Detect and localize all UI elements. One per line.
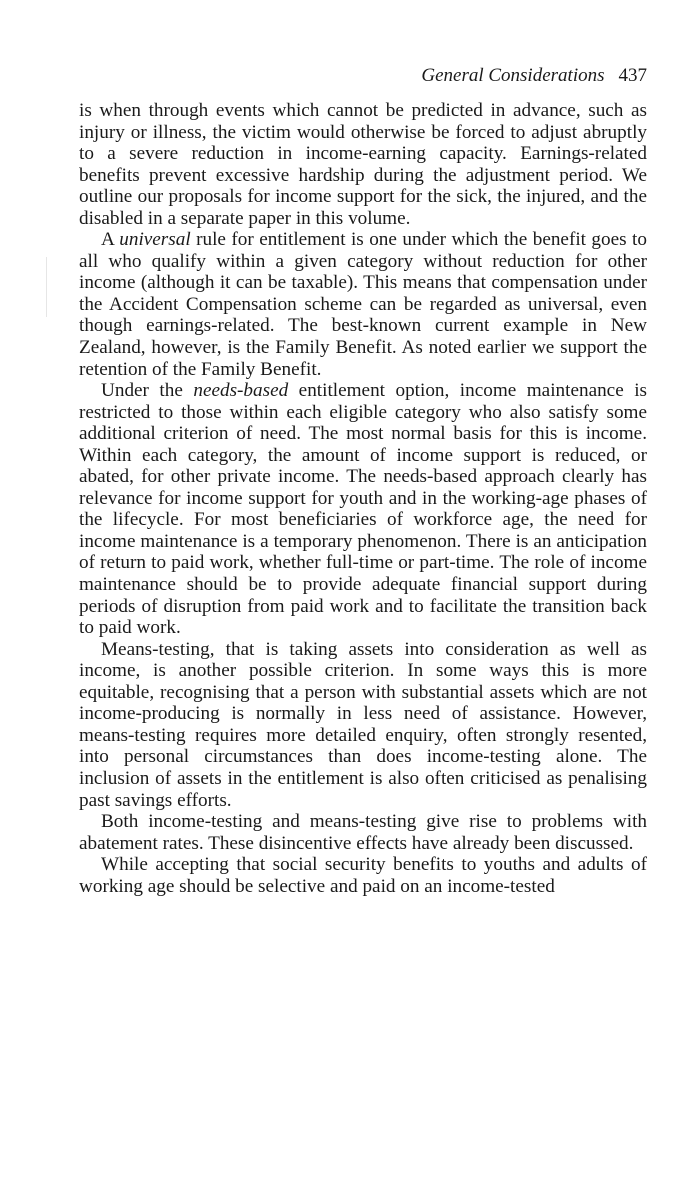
book-page: [79, 62, 647, 897]
page-number: 437: [618, 65, 647, 86]
paragraph-text: Both income-testing and means-testing give rise to problems with abatement rates. These disincentive effects have already been discussed.: [79, 811, 647, 854]
paragraph-text: A: [101, 229, 120, 251]
paragraph-text: is when through events which cannot be predicted in advance, such as injury or illness, the victim would otherwise be forced to adjust abruptly to a severe reduction in income-earning capacity. Earnings-related benefits prevent excessive hardship during the adjustment period. We outline our proposals for income support for the sick, the injured, and the disabled in a separate paper in this volume.: [79, 100, 647, 229]
paragraph-text: entitlement option, income maintenance is restricted to those within each eligible category who also satisfy some additional criterion of need. The most normal basis for this is income. Within each category, the amount of income support is reduced, or abated, for other private income. The needs-based approach clearly has relevance for income support for youth and in the working-age phases of the lifecycle. For most beneficiaries of workforce age, the need for income maintenance is a temporary phenomenon. There is an anticipation of return to paid work, whether full-time or part-time. The role of income maintenance should be to provide adequate financial support during periods of disruption from paid work and to facilitate the transition back to paid work.: [79, 380, 647, 639]
running-head-title: General Considerations: [421, 65, 605, 86]
body-text: [79, 100, 647, 897]
paragraph: [79, 380, 647, 639]
paragraph-text: Under the: [101, 380, 194, 402]
running-head: [79, 62, 647, 100]
emphasized-term: universal: [119, 229, 191, 251]
paragraph: [79, 854, 647, 897]
paragraph: [79, 639, 647, 811]
paragraph: [79, 229, 647, 380]
emphasized-term: needs-based: [193, 380, 289, 402]
margin-mark: [46, 257, 47, 317]
paragraph: [79, 100, 647, 229]
paragraph-text: Means-testing, that is taking assets into consideration as well as income, is another possible criterion. In some ways this is more equitable, recognising that a person with substantial assets which are not income-producing is normally in less need of assistance. However, means-testing requires more detailed enquiry, often strongly resented, into personal circumstances than does income-testing alone. The inclusion of assets in the entitlement is also often criticised as penalising past savings efforts.: [79, 638, 647, 811]
paragraph-text: While accepting that social security benefits to youths and adults of working age should be selective and paid on an income-tested: [79, 854, 647, 897]
paragraph: [79, 811, 647, 854]
paragraph-text: rule for entitlement is one under which the benefit goes to all who qualify within a given category without reduction for other income (although it can be taxable). This means that compensation under the Accident Compensation scheme can be regarded as universal, even though earnings-related. The best-known current example in New Zealand, however, is the Family Benefit. As noted earlier we support the retention of the Family Benefit.: [79, 229, 647, 380]
